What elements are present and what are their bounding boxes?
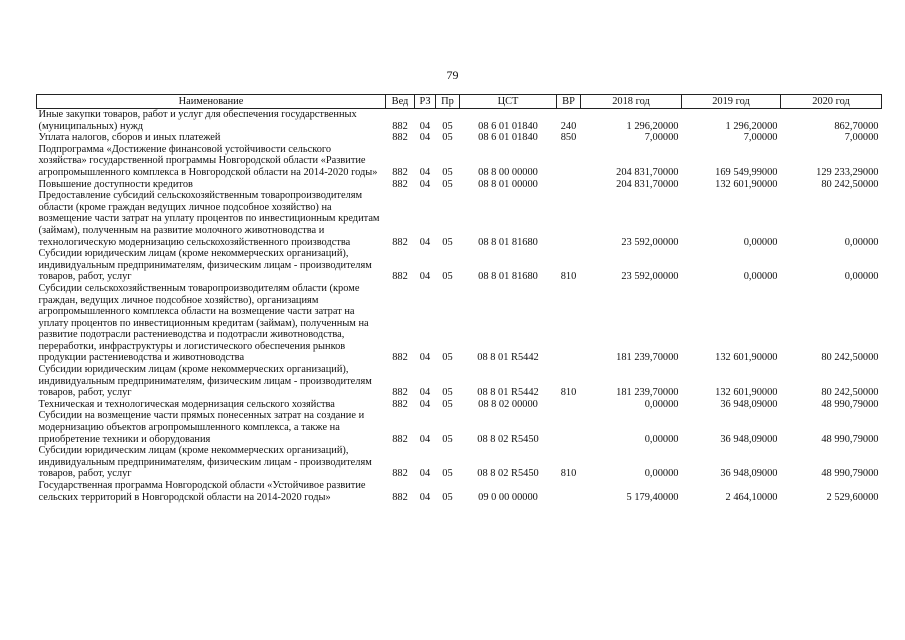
cell-rz: 04 [419,166,431,178]
cell-rz: 04 [419,120,431,132]
cell-2020: 48 990,79000 [821,398,879,410]
cell-ved: 882 [392,387,408,399]
cell-ved: 882 [392,433,408,445]
cell-ved: 882 [392,120,408,132]
cell-name: Государственная программа Новгородской области «Устойчивое развитие сельских территорий в Новгородской области на 2014-2020 годы» [38,480,366,503]
cell-vr [557,410,581,445]
cell-vr: 810 [560,271,577,283]
cell-rz: 04 [419,352,431,364]
cell-pr: 05 [442,491,453,503]
cell-rz: 04 [419,236,431,248]
cell-vr: 850 [560,132,577,144]
cell-pr: 05 [442,166,453,178]
cell-rz: 04 [419,491,431,503]
cell-pr: 05 [442,271,453,283]
cell-name: Повышение доступности кредитов [38,178,193,190]
cell-2018: 1 296,20000 [626,120,679,132]
cell-2019: 132 601,90000 [715,178,778,190]
budget-table [36,94,882,503]
cell-pr: 05 [442,120,453,132]
cell-2018: 0,00000 [644,398,679,410]
cell-ved: 882 [392,352,408,364]
cell-ved: 882 [392,398,408,410]
cell-2020: 48 990,79000 [821,468,879,480]
cell-rz: 04 [419,387,431,399]
cell-rz: 04 [419,132,431,144]
cell-cst: 08 6 01 01840 [478,132,538,144]
cell-2020: 80 242,50000 [821,352,879,364]
cell-cst: 08 8 00 00000 [478,166,538,178]
table-row [37,109,882,133]
cell-cst: 08 8 01 81680 [478,236,538,248]
cell-cst: 08 8 01 81680 [478,271,538,283]
cell-2020: 48 990,79000 [821,433,879,445]
cell-vr: 240 [560,120,577,132]
cell-cst: 08 8 02 00000 [478,398,538,410]
column-header-2020: 2020 год [781,95,882,109]
cell-2019: 0,00000 [743,236,778,248]
cell-2020: 862,70000 [834,120,879,132]
column-header-2018: 2018 год [581,95,682,109]
cell-vr [557,144,581,179]
cell-pr: 05 [442,398,453,410]
cell-vr [557,179,581,191]
column-header-cst: ЦСТ [460,95,557,109]
cell-2019: 0,00000 [743,271,778,283]
cell-2020: 0,00000 [844,236,879,248]
cell-2020: 80 242,50000 [821,178,879,190]
cell-name: Подпрограмма «Достижение финансовой устойчивости сельского хозяйства» государственной программы Новгородской области «Развитие агропромышленного комплекса в Новгородской области на 2014-2020 годы» [38,143,378,178]
page-number: 79 [446,68,459,82]
cell-2018: 23 592,00000 [621,271,679,283]
table-row [37,364,882,399]
cell-rz: 04 [419,468,431,480]
cell-cst: 08 6 01 01840 [478,120,538,132]
cell-cst: 08 8 02 R5450 [477,468,539,480]
cell-vr: 810 [560,387,577,399]
cell-pr: 05 [442,433,453,445]
cell-name: Субсидии юридическим лицам (кроме некоммерческих организаций), индивидуальным предпринимателям, физическим лицам - производителям товаров, работ, услуг [38,364,372,399]
cell-2018: 181 239,70000 [616,352,679,364]
cell-ved: 882 [392,271,408,283]
cell-2018: 204 831,70000 [616,166,679,178]
cell-vr [557,399,581,411]
table-row [37,480,882,503]
cell-name: Субсидии юридическим лицам (кроме некоммерческих организаций), индивидуальным предпринимателям, физическим лицам - производителям товаров, работ, услуг [38,248,372,283]
table-row [37,248,882,283]
cell-pr: 05 [442,236,453,248]
cell-pr: 05 [442,468,453,480]
table-row [37,399,882,411]
cell-2018: 204 831,70000 [616,178,679,190]
column-header-2019: 2019 год [682,95,781,109]
cell-2019: 132 601,90000 [715,352,778,364]
cell-2019: 2 464,10000 [725,491,778,503]
table-row [37,132,882,144]
table-row [37,179,882,191]
column-header-name: Наименование [37,95,386,109]
cell-2018: 181 239,70000 [616,387,679,399]
cell-cst: 09 0 00 00000 [478,491,538,503]
cell-pr: 05 [442,387,453,399]
cell-rz: 04 [419,433,431,445]
cell-ved: 882 [392,468,408,480]
cell-2020: 80 242,50000 [821,387,879,399]
cell-2020: 2 529,60000 [826,491,879,503]
cell-ved: 882 [392,236,408,248]
table-row [37,410,882,445]
table-row [37,445,882,480]
cell-pr: 05 [442,178,453,190]
cell-pr: 05 [442,132,453,144]
cell-name: Уплата налогов, сборов и иных платежей [38,132,221,144]
cell-name: Техническая и технологическая модернизация сельского хозяйства [38,398,335,410]
cell-2019: 36 948,09000 [720,468,778,480]
table-row [37,144,882,179]
cell-name: Субсидии сельскохозяйственным товаропроизводителям области (кроме граждан, ведущих личное подсобное хозяйство), организациям агропромышленного комплекса области на возмещение части затрат на уплату процентов по инвестиционным кредитам (займам), полученным на развитие подотрасли растениеводства и подотрасли животноводства, переработки, инфраструктуры и логистического обеспечения рынков продукции растениеводства и животноводства [38,282,369,364]
cell-ved: 882 [392,166,408,178]
cell-rz: 04 [419,271,431,283]
cell-name: Субсидии на возмещение части прямых понесенных затрат на создание и модернизацию объектов агропромышленного комплекса, а также на приобретение техники и оборудования [38,410,365,445]
cell-name: Субсидии юридическим лицам (кроме некоммерческих организаций), индивидуальным предпринимателям, физическим лицам - производителям товаров, работ, услуг [38,445,372,480]
cell-vr: 810 [560,468,577,480]
cell-2019: 1 296,20000 [725,120,778,132]
cell-2019: 169 549,99000 [715,166,778,178]
cell-name: Предоставление субсидий сельскохозяйственным товаропроизводителям области (кроме граждан ведущих личное подсобное хозяйство) на возмещение части затрат на уплату процентов по инвестиционным кредитам (займам), полученным на развитие молочного животноводства и технологическую модернизацию сельскохозяйственного производства [38,190,380,248]
cell-rz: 04 [419,398,431,410]
cell-2018: 5 179,40000 [626,491,679,503]
cell-2020: 129 233,29000 [816,166,879,178]
table-header-row [37,95,882,109]
cell-vr [557,190,581,248]
cell-ved: 882 [392,491,408,503]
cell-cst: 08 8 01 00000 [478,178,538,190]
column-header-pr: Пр [436,95,460,109]
cell-2018: 23 592,00000 [621,236,679,248]
cell-pr: 05 [442,352,453,364]
cell-2019: 132 601,90000 [715,387,778,399]
cell-2018: 7,00000 [644,132,679,144]
cell-ved: 882 [392,132,408,144]
cell-2020: 0,00000 [844,271,879,283]
cell-cst: 08 8 02 R5450 [477,433,539,445]
column-header-ved: Вед [386,95,415,109]
table-row [37,283,882,364]
cell-cst: 08 8 01 R5442 [477,387,539,399]
cell-vr [557,480,581,503]
cell-2020: 7,00000 [844,132,879,144]
cell-ved: 882 [392,178,408,190]
cell-2018: 0,00000 [644,433,679,445]
column-header-vr: ВР [557,95,581,109]
cell-name: Иные закупки товаров, работ и услуг для обеспечения государственных (муниципальных) нужд [38,109,357,132]
table-row [37,190,882,248]
cell-2018: 0,00000 [644,468,679,480]
cell-2019: 36 948,09000 [720,433,778,445]
cell-cst: 08 8 01 R5442 [477,352,539,364]
cell-vr [557,283,581,364]
cell-2019: 7,00000 [743,132,778,144]
cell-rz: 04 [419,178,431,190]
table-body [37,109,882,504]
cell-2019: 36 948,09000 [720,398,778,410]
column-header-rz: РЗ [415,95,436,109]
